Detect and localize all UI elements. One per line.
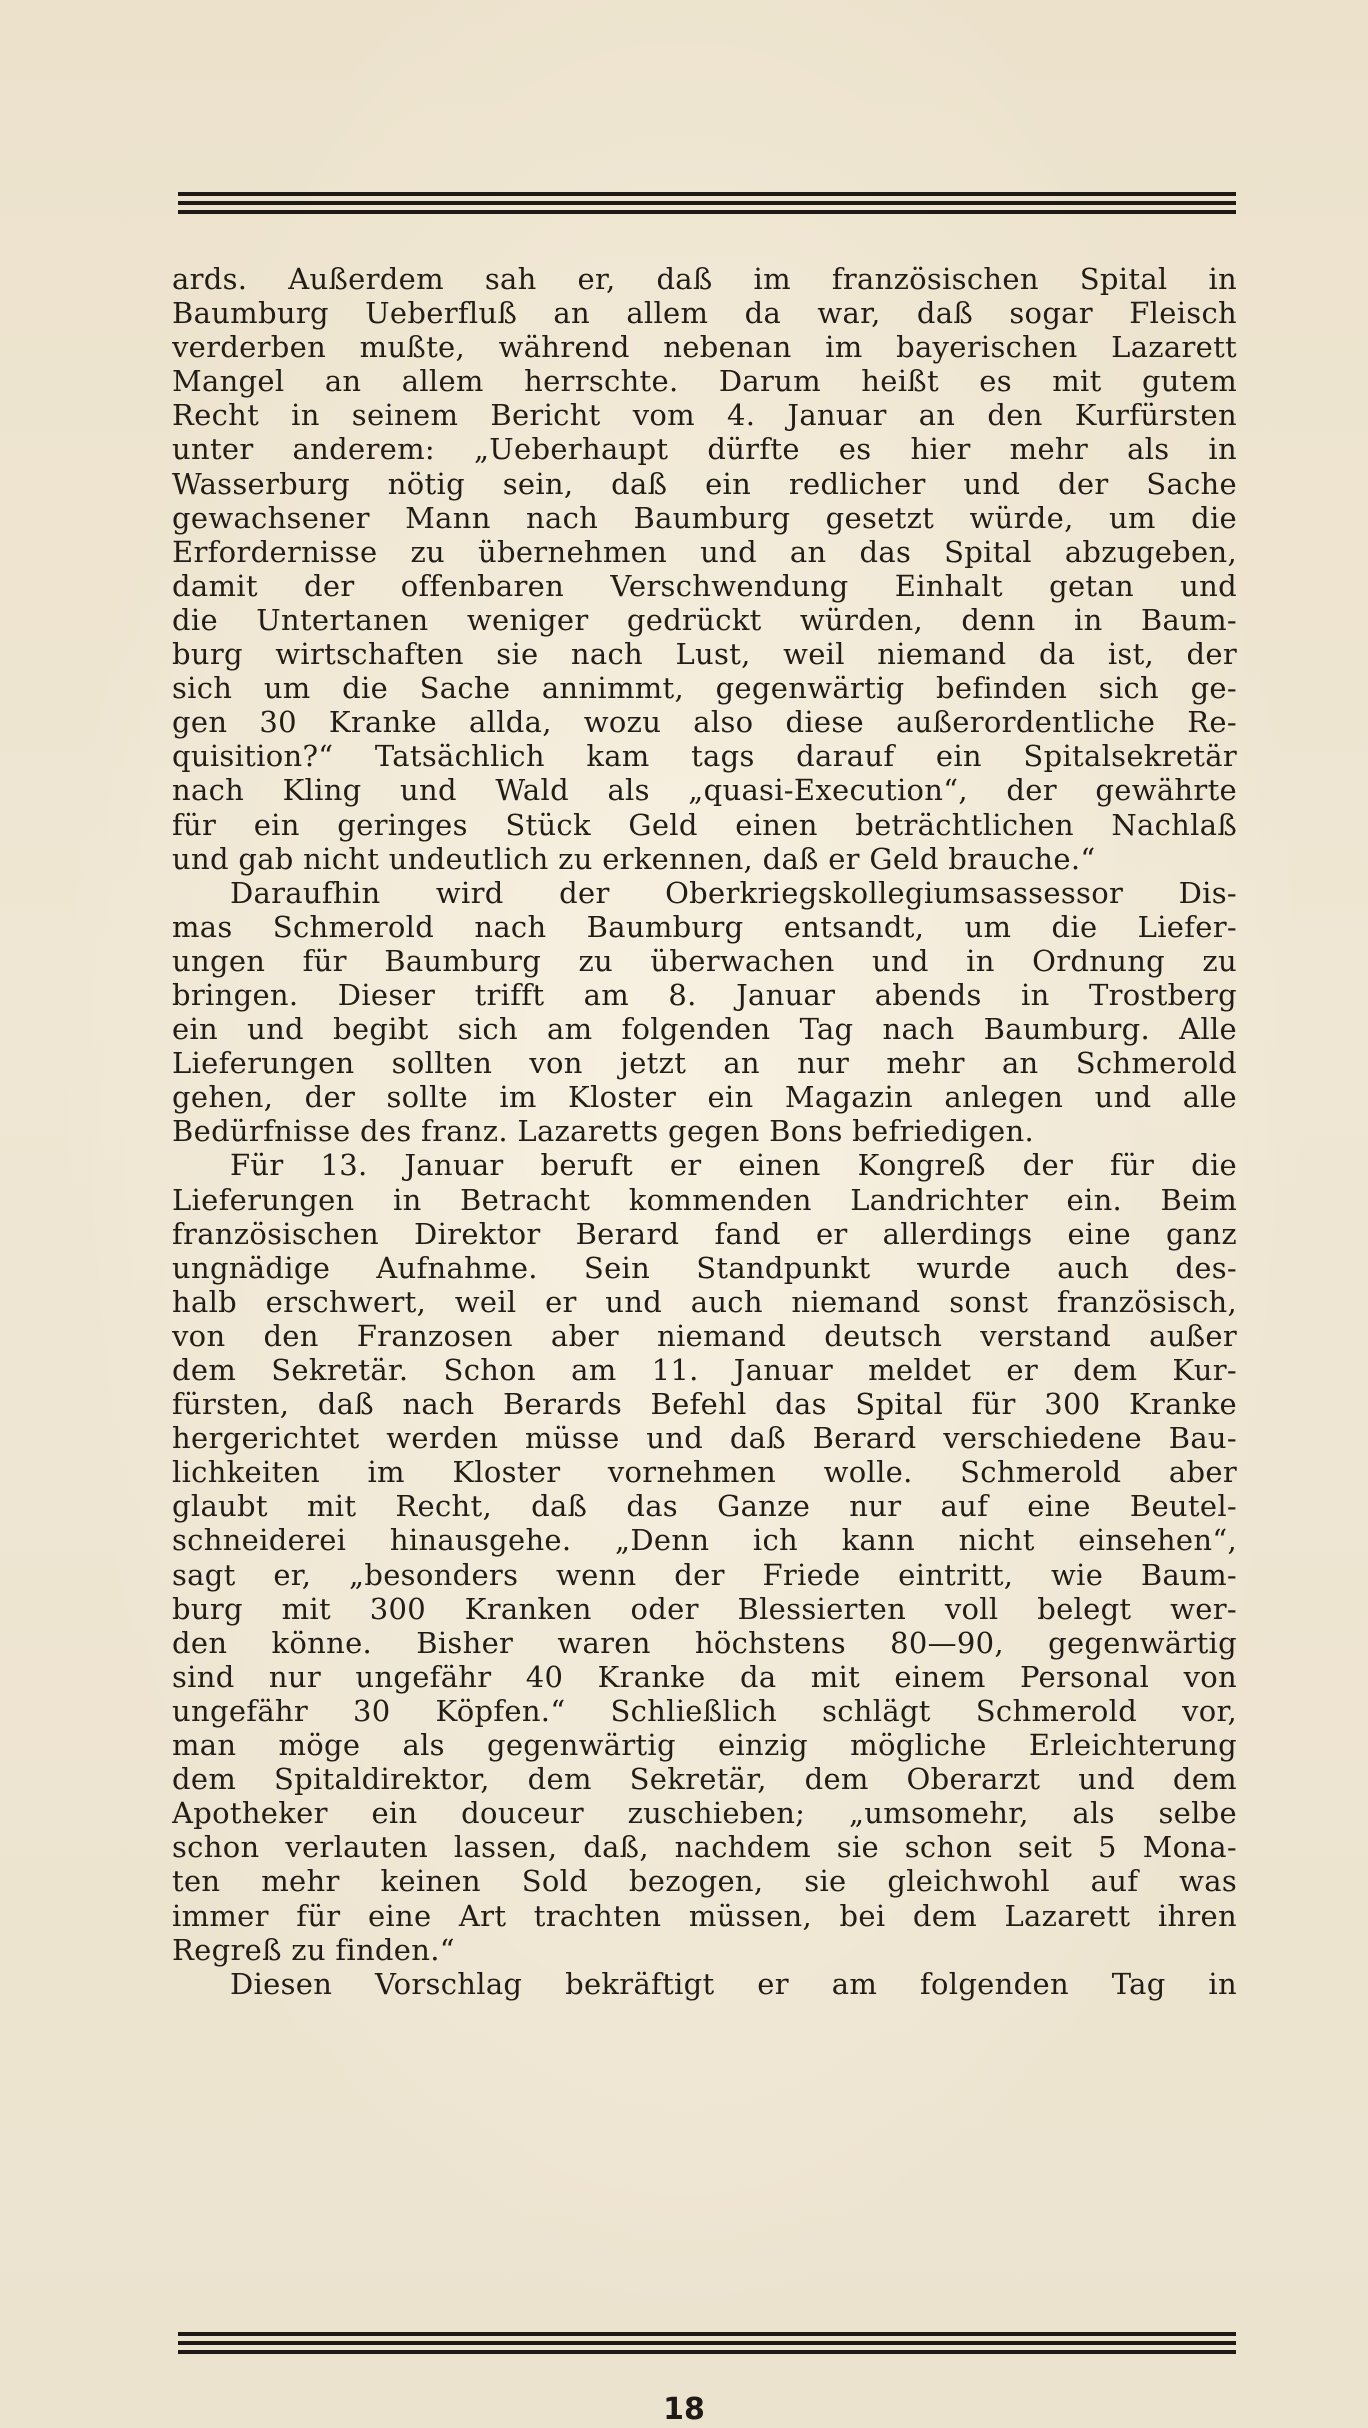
text-line: für ein geringes Stück Geld einen beträchtlichen Nachlaß [172,807,1237,842]
rule-line [178,201,1236,205]
text-line: ten mehr keinen Sold bezogen, sie gleichwohl auf was [172,1864,1237,1899]
text-line: von den Franzosen aber niemand deutsch verstand außer [172,1318,1237,1353]
rule-line [178,210,1236,214]
text-line: bringen. Dieser trifft am 8. Januar abends in Trostberg [172,977,1237,1012]
text-line: die Untertanen weniger gedrückt würden, denn in Baum- [172,602,1237,637]
text-line: glaubt mit Recht, daß das Ganze nur auf eine Beutel- [172,1489,1237,1524]
body-text [172,262,1237,2001]
rule-line [178,2341,1236,2345]
text-line: gen 30 Kranke allda, wozu also diese außerordentliche Re- [172,705,1237,740]
rule-line [178,2332,1236,2336]
text-line: sind nur ungefähr 40 Kranke da mit einem Personal von [172,1659,1237,1694]
text-line: unter anderem: „Ueberhaupt dürfte es hier mehr als in [172,432,1237,467]
text-line: immer für eine Art trachten müssen, bei dem Lazarett ihren [172,1898,1237,1933]
text-line: verderben mußte, während nebenan im bayerischen Lazarett [172,330,1237,365]
text-line: ungefähr 30 Köpfen.“ Schließlich schlägt Schmerold vor, [172,1693,1237,1728]
text-line: hergerichtet werden müsse und daß Berard verschiedene Bau- [172,1421,1237,1456]
text-line: ungnädige Aufnahme. Sein Standpunkt wurde auch des- [172,1250,1237,1285]
text-line: man möge als gegenwärtig einzig mögliche Erleichterung [172,1728,1237,1763]
rule-line [178,2350,1236,2354]
text-line: dem Spitaldirektor, dem Sekretär, dem Oberarzt und dem [172,1762,1237,1797]
text-line: ein und begibt sich am folgenden Tag nach Baumburg. Alle [172,1012,1237,1047]
text-line: französischen Direktor Berard fand er allerdings eine ganz [172,1216,1237,1251]
bottom-decorative-rule [178,2332,1236,2359]
text-line: den könne. Bisher waren höchstens 80—90, gegenwärtig [172,1625,1237,1660]
text-line: Lieferungen in Betracht kommenden Landrichter ein. Beim [172,1182,1237,1217]
text-line: Apotheker ein douceur zuschieben; „umsomehr, als selbe [172,1796,1237,1831]
text-line: Bedürfnisse des franz. Lazaretts gegen Bons befriedigen. [172,1114,1034,1149]
text-line: und gab nicht undeutlich zu erkennen, daß er Geld brauche.“ [172,841,1096,876]
text-line: ungen für Baumburg zu überwachen und in Ordnung zu [172,943,1237,978]
text-line: halb erschwert, weil er und auch niemand sonst französisch, [172,1284,1237,1319]
rule-line [178,192,1236,196]
text-line: sich um die Sache annimmt, gegenwärtig befinden sich ge- [172,671,1237,706]
text-line: gewachsener Mann nach Baumburg gesetzt würde, um die [172,500,1237,535]
text-line: sagt er, „besonders wenn der Friede eintritt, wie Baum- [172,1557,1237,1592]
top-decorative-rule [178,192,1236,219]
text-line: damit der offenbaren Verschwendung Einhalt getan und [172,568,1237,603]
text-line: burg mit 300 Kranken oder Blessierten voll belegt wer- [172,1591,1237,1626]
text-line: ards. Außerdem sah er, daß im französischen Spital in [172,262,1237,296]
text-line: dem Sekretär. Schon am 11. Januar meldet er dem Kur- [172,1353,1237,1387]
text-line: lichkeiten im Kloster vornehmen wolle. Schmerold aber [172,1455,1237,1490]
text-line: schneiderei hinausgehe. „Denn ich kann nicht einsehen“, [172,1523,1237,1558]
text-line: Mangel an allem herrschte. Darum heißt es mit gutem [172,364,1237,399]
text-line: Wasserburg nötig sein, daß ein redlicher und der Sache [172,466,1237,501]
text-line: schon verlauten lassen, daß, nachdem sie schon seit 5 Mona- [172,1830,1237,1865]
text-line: Diesen Vorschlag bekräftigt er am folgenden Tag in [230,1966,1237,2001]
text-line: Lieferungen sollten von jetzt an nur mehr an Schmerold [172,1046,1237,1081]
text-line: Daraufhin wird der Oberkriegskollegiumsassessor Dis- [230,875,1237,910]
text-line: Recht in seinem Bericht vom 4. Januar an den Kurfürsten [172,398,1237,433]
text-line: burg wirtschaften sie nach Lust, weil niemand da ist, der [172,637,1237,672]
text-line: Regreß zu finden.“ [172,1932,455,1967]
page-number: 18 [663,2392,705,2427]
text-line: quisition?“ Tatsächlich kam tags darauf ein Spitalsekretär [172,739,1237,774]
text-line: Erfordernisse zu übernehmen und an das Spital abzugeben, [172,534,1237,569]
text-line: gehen, der sollte im Kloster ein Magazin anlegen und alle [172,1080,1237,1115]
text-line: nach Kling und Wald als „quasi-Execution“, der gewährte [172,773,1237,808]
text-line: Baumburg Ueberfluß an allem da war, daß sogar Fleisch [172,296,1237,331]
text-line: Für 13. Januar beruft er einen Kongreß der für die [230,1148,1237,1183]
text-line: mas Schmerold nach Baumburg entsandt, um die Liefer- [172,909,1237,944]
text-line: fürsten, daß nach Berards Befehl das Spital für 300 Kranke [172,1387,1237,1422]
